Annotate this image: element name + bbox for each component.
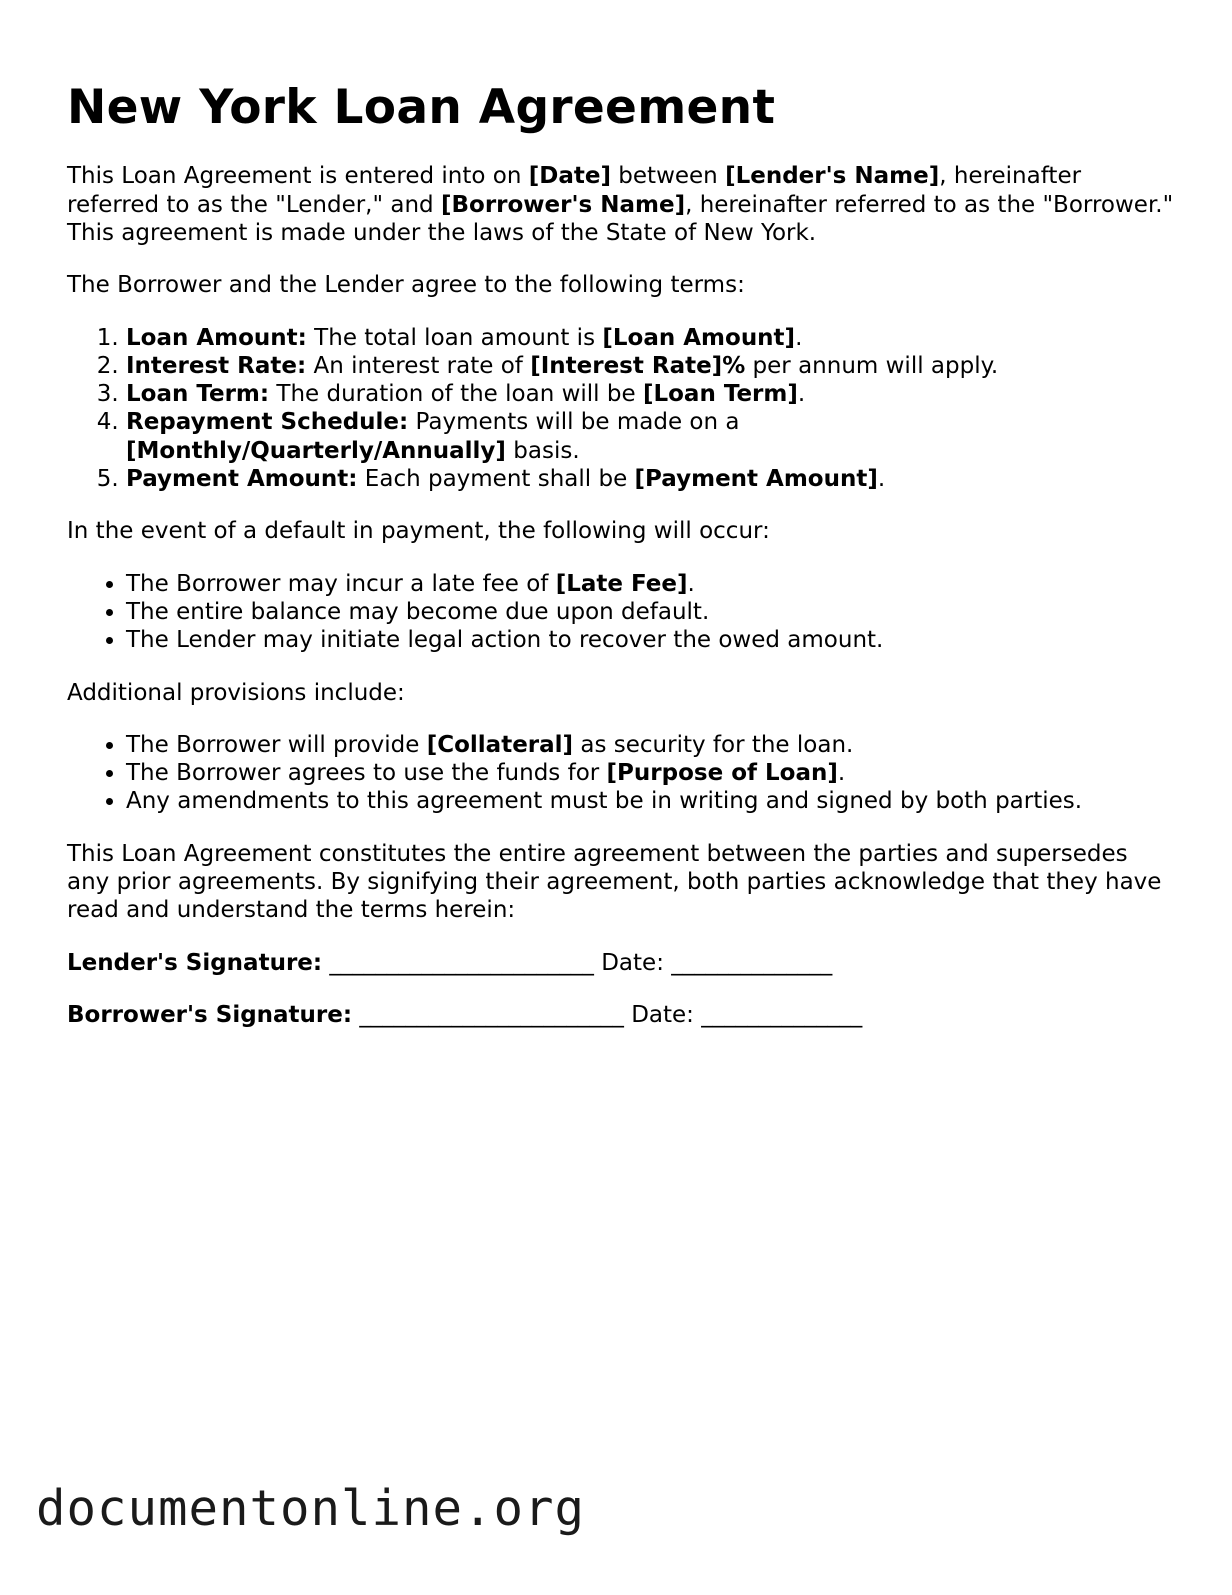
provision-purpose	[126, 759, 1177, 787]
watermark-logo: documentonline.org	[36, 1480, 586, 1537]
default-text: The Borrower may incur a late fee of	[126, 570, 556, 597]
borrower-signature-line	[67, 1001, 1177, 1029]
closing-paragraph: This Loan Agreement constitutes the entire agreement between the parties and supersedes any prior agreements. By signifying their agreement, both parties acknowledge that they have read and understand the terms herein:	[67, 840, 1162, 924]
terms-list	[67, 324, 1177, 494]
borrower-signature-blank[interactable]: _______________________	[352, 1001, 632, 1028]
provisions-list	[67, 731, 1177, 816]
lender-date-blank[interactable]: Date: ______________	[601, 949, 833, 976]
term-text-end: .	[877, 466, 886, 493]
term-text: Each payment shall be	[357, 466, 635, 493]
lender-signature-blank[interactable]: _______________________	[322, 949, 602, 976]
term-text: The total loan amount is	[306, 324, 603, 351]
provision-text-end: .	[837, 760, 846, 787]
term-text-end: .	[797, 381, 806, 408]
default-intro: In the event of a default in payment, the following will occur:	[67, 518, 770, 545]
term-text-end: .	[795, 324, 803, 351]
term-label: Loan Term:	[126, 381, 270, 408]
term-label: Interest Rate:	[126, 352, 307, 379]
late-fee-placeholder: [Late Fee]	[555, 570, 688, 597]
terms-intro: The Borrower and the Lender agree to the following terms:	[67, 272, 745, 299]
provision-text: The Borrower agrees to use the funds for	[126, 760, 607, 787]
lender-name-placeholder: [Lender's Name]	[725, 163, 940, 190]
term-text: An interest rate of	[306, 352, 531, 379]
term-payment-amount	[126, 465, 1177, 493]
borrower-signature-label: Borrower's Signature:	[67, 1001, 353, 1028]
intro-paragraph	[67, 162, 1177, 247]
term-label: Repayment Schedule:	[126, 409, 409, 436]
provision-text-end: as security for the loan.	[573, 731, 854, 758]
default-text-end: .	[687, 570, 695, 597]
term-text-end: basis.	[505, 437, 580, 464]
lender-signature-line	[67, 949, 1177, 977]
term-interest-rate	[126, 352, 1177, 380]
term-repayment-schedule	[126, 408, 1177, 465]
provision-amendments: • Any amendments to this agreement must be in writing and signed by both parties.	[126, 787, 1177, 815]
term-field: [Payment Amount]	[634, 466, 878, 493]
intro-text-3: , hereinafter referred to as the "Lender," and	[67, 163, 1082, 218]
default-legal: • The Lender may initiate legal action to recover the owed amount.	[126, 626, 1177, 654]
collateral-placeholder: [Collateral]	[426, 731, 574, 758]
purpose-placeholder: [Purpose of Loan]	[606, 760, 838, 787]
term-loan-term	[126, 380, 1177, 408]
document-page	[67, 80, 1177, 1053]
document-title: New York Loan Agreement	[67, 80, 776, 135]
provisions-intro: Additional provisions include:	[67, 679, 405, 706]
term-label: Payment Amount:	[126, 466, 358, 493]
term-label: Loan Amount:	[126, 324, 307, 351]
default-list	[67, 570, 1177, 655]
borrower-date-blank[interactable]: Date: ______________	[631, 1001, 863, 1028]
term-field: [Interest Rate]%	[530, 352, 746, 379]
date-placeholder: [Date]	[528, 163, 611, 190]
intro-text-1: This Loan Agreement is entered into on	[67, 163, 529, 190]
default-late-fee	[126, 570, 1177, 598]
intro-text-2: between	[610, 163, 726, 190]
borrower-name-placeholder: [Borrower's Name]	[440, 191, 686, 218]
term-text-end: per annum will apply.	[745, 352, 999, 379]
term-loan-amount	[126, 324, 1177, 352]
lender-signature-label: Lender's Signature:	[67, 949, 323, 976]
intro-text-4: , hereinafter referred to as the "Borrower." This agreement is made under the laws of the State of New York.	[67, 191, 1174, 246]
default-balance: • The entire balance may become due upon default.	[126, 598, 1177, 626]
term-field: [Loan Amount]	[602, 324, 796, 351]
provision-text: The Borrower will provide	[126, 731, 427, 758]
provision-collateral	[126, 731, 1177, 759]
term-text: Payments will be made on a	[408, 409, 740, 436]
term-field: [Monthly/Quarterly/Annually]	[126, 437, 506, 464]
term-field: [Loan Term]	[642, 381, 798, 408]
term-text: The duration of the loan will be	[269, 381, 643, 408]
